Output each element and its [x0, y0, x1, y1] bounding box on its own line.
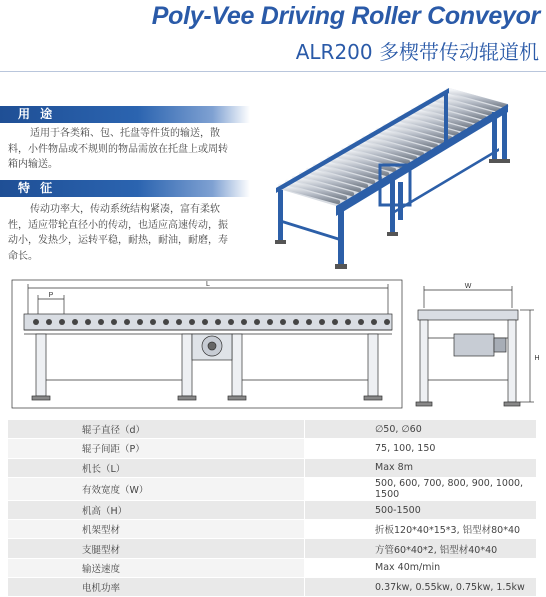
spec-row	[8, 477, 536, 500]
drawing-side-view	[416, 286, 534, 406]
label-H: H	[534, 355, 540, 362]
spec-value: Max 8m	[305, 458, 537, 477]
spec-label: 电机功率	[8, 578, 305, 597]
label-P: P	[48, 292, 54, 299]
spec-row	[8, 558, 536, 577]
spec-label: 机长（L）	[8, 458, 305, 477]
spec-table	[8, 420, 536, 597]
spec-row	[8, 520, 536, 539]
spec-label: 机高（H）	[8, 500, 305, 519]
spec-value: Max 40m/min	[305, 558, 537, 577]
spec-row	[8, 578, 536, 597]
spec-label: 支腿型材	[8, 539, 305, 558]
spec-value: 方管60*40*2, 铝型材40*40	[305, 539, 537, 558]
spec-row	[8, 458, 536, 477]
label-L: L	[206, 281, 210, 288]
spec-value: 500, 600, 700, 800, 900, 1000, 1500	[305, 477, 537, 500]
usage-heading: 用 途	[18, 107, 56, 121]
spec-label: 辊子间距（P）	[8, 439, 305, 458]
spec-label: 辊子直径（d）	[8, 420, 305, 439]
features-text: 传动功率大，传动系统结构紧凑，富有柔软性，适应带轮直径小的传动，也适应高速传动，振动小，发热少，运转平稳，耐热，耐油，耐磨，寿命长。	[8, 204, 228, 262]
title-en: Poly-Vee Driving Roller Conveyor	[151, 2, 540, 30]
spec-value: 75, 100, 150	[305, 439, 537, 458]
usage-section-bar	[0, 106, 250, 123]
spec-row	[8, 439, 536, 458]
spec-value: 0.37kw, 0.55kw, 0.75kw, 1.5kw	[305, 578, 537, 597]
spec-label: 输送速度	[8, 558, 305, 577]
header-divider	[0, 71, 546, 72]
spec-label: 有效宽度（W）	[8, 477, 305, 500]
drawing-legs	[32, 334, 382, 400]
spec-value: 500-1500	[305, 500, 537, 519]
conveyor-photo	[262, 80, 540, 275]
spec-table-body	[8, 420, 536, 597]
title-cn: ALR200 多楔带传动辊道机	[295, 40, 539, 64]
spec-row	[8, 500, 536, 519]
technical-drawing	[0, 278, 546, 413]
spec-label: 机架型材	[8, 520, 305, 539]
features-section-bar	[0, 180, 250, 197]
spec-value: ∅50, ∅60	[305, 420, 537, 439]
usage-text: 适用于各类箱、包、托盘等件货的输送，散料，小件物品或不规则的物品需放在托盘上或周转箱内输送。	[8, 128, 228, 170]
features-heading: 特 征	[18, 181, 56, 195]
spec-value: 折板120*40*15*3, 铝型材80*40	[305, 520, 537, 539]
spec-row	[8, 420, 536, 439]
spec-row	[8, 539, 536, 558]
label-W: W	[464, 283, 472, 290]
